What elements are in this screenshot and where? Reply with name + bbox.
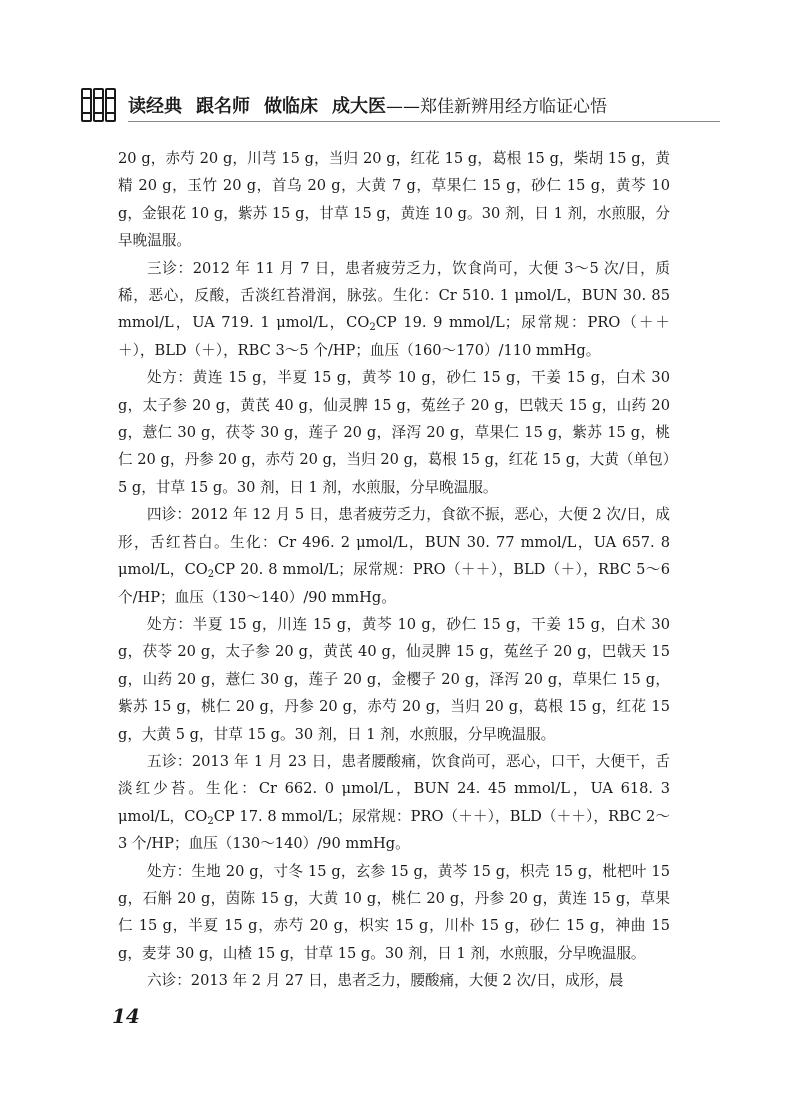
paragraph-text: CP 20. 8 mmol/L；尿常规：PRO（＋＋），BLD（＋），RBC 5～6 个/HP；血压（130～140）/90 mmHg。	[118, 561, 670, 606]
paragraph-prescription-3: 处方：黄连 15 g，半夏 15 g，黄芩 10 g，砂仁 15 g，干姜 15 g，白术 30 g，太子参 20 g，黄芪 40 g，仙灵脾 15 g，菟丝子 20 g，巴戟天 15 g，山药 20 g，薏仁 30 g，茯苓 30 g，莲子 20 g，泽泻 20 g，草果仁 15 g，紫苏 15 g，桃仁 20 g，丹参 20 g，赤芍 20 g，当归 20 g，葛根 15 g，红花 15 g，大黄（单包）5 g，甘草 15 g。30 剂，日 1 剂，水煎服，分早晚温服。	[118, 369, 670, 496]
header-title	[128, 92, 607, 118]
subscript: 2	[207, 815, 214, 827]
paragraph-sixth-visit: 六诊：2013 年 2 月 27 日，患者乏力，腰酸痛，大便 2 次/日，成形，晨	[147, 972, 624, 990]
paragraph-prescription-5: 处方：生地 20 g，寸冬 15 g，玄参 15 g，黄芩 15 g，枳壳 15 g，枇杷叶 15 g，石斛 20 g，茵陈 15 g，大黄 10 g，桃仁 20 g，丹参 20 g，黄连 15 g，草果仁 15 g，半夏 15 g，赤芍 20 g，枳实 15 g，川朴 15 g，砂仁 15 g，神曲 15 g，麦芽 30 g，山楂 15 g，甘草 15 g。30 剂，日 1 剂，水煎服，分早晚温服。	[118, 862, 670, 962]
paragraph-fifth-visit	[118, 748, 670, 858]
paragraph-text: CP 17. 8 mmol/L；尿常规：PRO（＋＋），BLD（＋＋），RBC 2～3 个/HP；血压（130～140）/90 mmHg。	[118, 807, 671, 853]
subscript: 2	[369, 322, 376, 334]
paragraph-text: 四诊：2012 年 12 月 5 日，患者疲劳乏力，食欲不振，恶心，大便 2 次/日，成形，舌红苔白。生化：Cr 496. 2 μmol/L，BUN 30. 77 mmol/L，UA 657. 8 μmol/L，CO	[118, 506, 670, 579]
page-body	[118, 145, 670, 995]
paragraph-prescription-continued: 20 g，赤芍 20 g，川芎 15 g，当归 20 g，红花 15 g，葛根 15 g，柴胡 15 g，黄精 20 g，玉竹 20 g，首乌 20 g，大黄 7 g，草果仁 15 g，砂仁 15 g，黄芩 10 g，金银花 10 g，紫苏 15 g，甘草 15 g，黄连 10 g。30 剂，日 1 剂，水煎服，分早晚温服。	[118, 150, 670, 250]
paragraph-text: 三诊：2012 年 11 月 7 日，患者疲劳乏力，饮食尚可，大便 3～5 次/日，质稀，恶心，反酸，舌淡红苔滑润，脉弦。生化：Cr 510. 1 μmol/L，BUN 30. 85 mmol/L，UA 719. 1 μmol/L，CO	[118, 259, 670, 332]
books-logo-icon	[80, 86, 118, 124]
header-title-part: 做临床	[264, 96, 318, 117]
header-title-part: 读经典	[128, 96, 182, 117]
header-rule	[128, 121, 720, 122]
paragraph-third-visit	[118, 255, 670, 365]
header-subtitle: ——郑佳新辨用经方临证心悟	[386, 97, 607, 117]
subscript: 2	[207, 569, 215, 581]
page-number: 14	[112, 1004, 140, 1028]
paragraph-fourth-visit	[118, 501, 670, 611]
header-title-part: 跟名师	[196, 96, 250, 117]
running-header	[80, 86, 720, 126]
paragraph-prescription-4: 处方：半夏 15 g，川连 15 g，黄芩 10 g，砂仁 15 g，干姜 15 g，白术 30 g，茯苓 20 g，太子参 20 g，黄芪 40 g，仙灵脾 15 g，菟丝子 20 g，巴戟天 15 g，山药 20 g，薏仁 30 g，莲子 20 g，金樱子 20 g，泽泻 20 g，草果仁 15 g，紫苏 15 g，桃仁 20 g，丹参 20 g，赤芍 20 g，当归 20 g，葛根 15 g，红花 15 g，大黄 5 g，甘草 15 g。30 剂，日 1 剂，水煎服，分早晚温服。	[118, 615, 670, 743]
header-title-part: 成大医	[332, 96, 386, 117]
paragraph-text: CP 19. 9 mmol/L；尿常规：PRO（＋＋＋），BLD（＋），RBC 3～5 个/HP；血压（160～170）/110 mmHg。	[118, 314, 670, 359]
paragraph-text: 五诊：2013 年 1 月 23 日，患者腰酸痛，饮食尚可，恶心，口干，大便干，舌淡红少苔。生化：Cr 662. 0 μmol/L，BUN 24. 45 mmol/L，UA 618. 3 μmol/L，CO	[118, 752, 670, 825]
